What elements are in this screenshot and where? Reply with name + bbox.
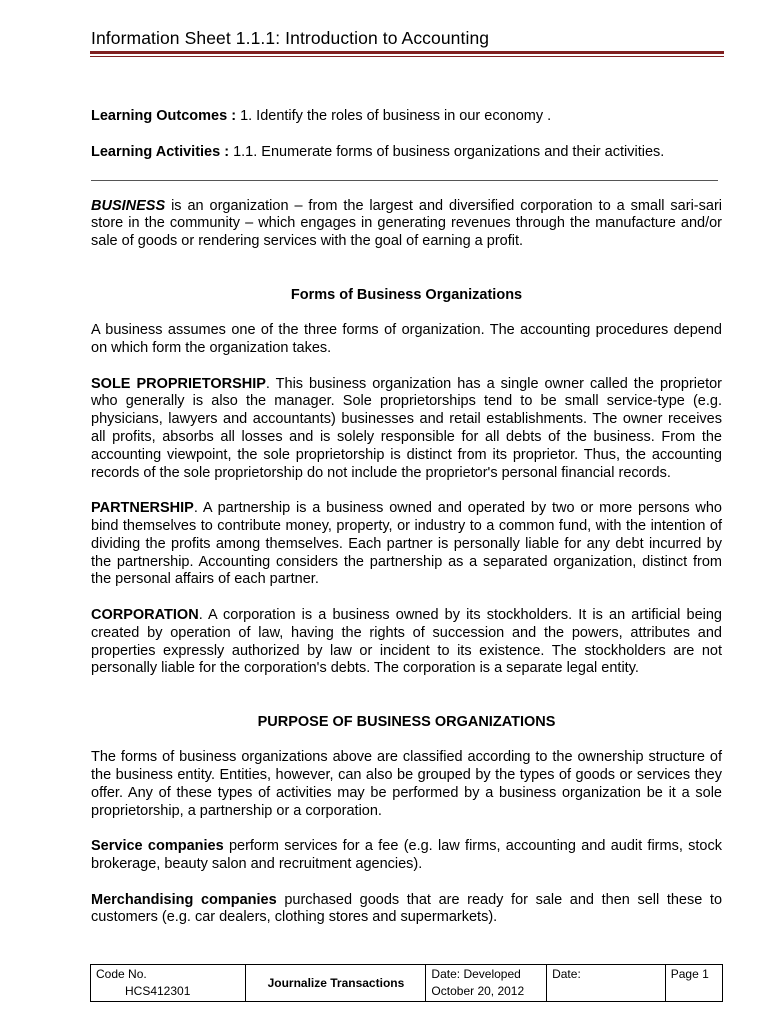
purpose-intro: The forms of business organizations above are classified according to the ownership structure of the business entity. Entities, however, can also be grouped by the types of goods or services they offer. Any of these types of activities may be performed by a business organization be it a sole proprietorship, a partnership or a corporation. — [91, 749, 722, 819]
sole-proprietorship-term: SOLE PROPRIETORSHIP — [91, 375, 266, 392]
document-body — [91, 108, 722, 945]
footer-developed-value: October 20, 2012 — [431, 984, 525, 998]
business-term: BUSINESS — [91, 197, 166, 214]
footer-developed-label: Date: Developed — [431, 967, 521, 981]
learning-outcomes-text: 1. Identify the roles of business in our economy . — [240, 108, 552, 124]
footer-table — [90, 964, 723, 1002]
merchandising-companies-paragraph — [91, 892, 722, 928]
header-rule — [90, 51, 724, 54]
partnership-paragraph — [91, 500, 722, 589]
merchandising-companies-text: purchased goods that are ready for sale and then sell these to customers (e.g. car dealers, clothing stores and supermarkets). — [91, 891, 723, 926]
merchandising-companies-term: Merchandising companies — [91, 891, 277, 908]
corporation-text: . A corporation is a business owned by its stockholders. It is an artificial being created by operation of law, having the rights of succession and the powers, attributes and properties expressly authorized by law or incident to its existence. The stockholders are not personally liable for the corporation's debts. The corporation is a separate legal entity. — [91, 606, 722, 677]
service-companies-text: perform services for a fee (e.g. law firms, accounting and audit firms, stock brokerage, beauty salon and recruitment agencies). — [91, 838, 723, 873]
purpose-heading: PURPOSE OF BUSINESS ORGANIZATIONS — [257, 713, 556, 730]
learning-activities-label: Learning Activities : — [91, 143, 230, 160]
header-rule-thin — [90, 56, 724, 57]
forms-intro: A business assumes one of the three forms of organization. The accounting procedures depend on which form the organization takes. — [91, 322, 722, 356]
corporation-term: CORPORATION — [91, 606, 199, 623]
learning-outcomes-label: Learning Outcomes : — [91, 108, 237, 124]
footer-page-label: Page 1 — [670, 967, 709, 981]
partnership-term: PARTNERSHIP — [91, 500, 194, 517]
footer-code-label: Code No. — [96, 967, 147, 981]
sole-proprietorship-text: . This business organization has a single owner called the proprietor who generally is also the manager. Sole proprietorships tend to be small service-type (e.g. physicians, lawyers and accountants) businesses and retail establishments. The owner receives all profits, absorbs all losses and is solely responsible for all debts of the business. From the accounting viewpoint, the sole proprietorship is distinct from its proprietor. Thus, the accounting records of the sole proprietorship do not include the proprietor's personal financial records. — [91, 375, 723, 481]
footer-developed-cell — [426, 965, 547, 1002]
learning-activities-text: 1.1. Enumerate forms of business organizations and their activities. — [233, 143, 665, 160]
service-companies-paragraph — [91, 838, 722, 874]
document-title: Information Sheet 1.1.1: Introduction to Accounting — [91, 28, 490, 48]
footer-code-value: HCS412301 — [125, 984, 191, 998]
footer-date-label: Date: — [552, 967, 581, 981]
sole-proprietorship-paragraph — [91, 376, 722, 483]
forms-heading: Forms of Business Organizations — [290, 286, 523, 303]
footer-code-cell — [91, 965, 246, 1002]
business-text: is an organization – from the largest and diversified corporation to a small sari-sari store in the community – which engages in generating revenues through the manufacture and/or sale of goods or rendering services with the goal of earning a profit. — [91, 197, 722, 250]
corporation-paragraph — [91, 607, 722, 678]
separator-line — [91, 180, 718, 181]
footer-title: Journalize Transactions — [246, 965, 426, 1002]
learning-outcomes — [91, 108, 722, 126]
footer-page-cell — [665, 965, 722, 1002]
learning-activities — [91, 144, 722, 162]
partnership-text: . A partnership is a business owned and operated by two or more persons who bind themselves to contribute money, property, or industry to a common fund, with the intention of dividing the profits among themselves. Each partner is personally liable for any debt incurred by the partnership. Accounting considers the partnership as a separated organization, distinct from the personal affairs of each partner. — [91, 500, 722, 588]
business-definition — [91, 198, 722, 251]
footer-date-cell — [547, 965, 666, 1002]
service-companies-term: Service companies — [91, 838, 224, 855]
